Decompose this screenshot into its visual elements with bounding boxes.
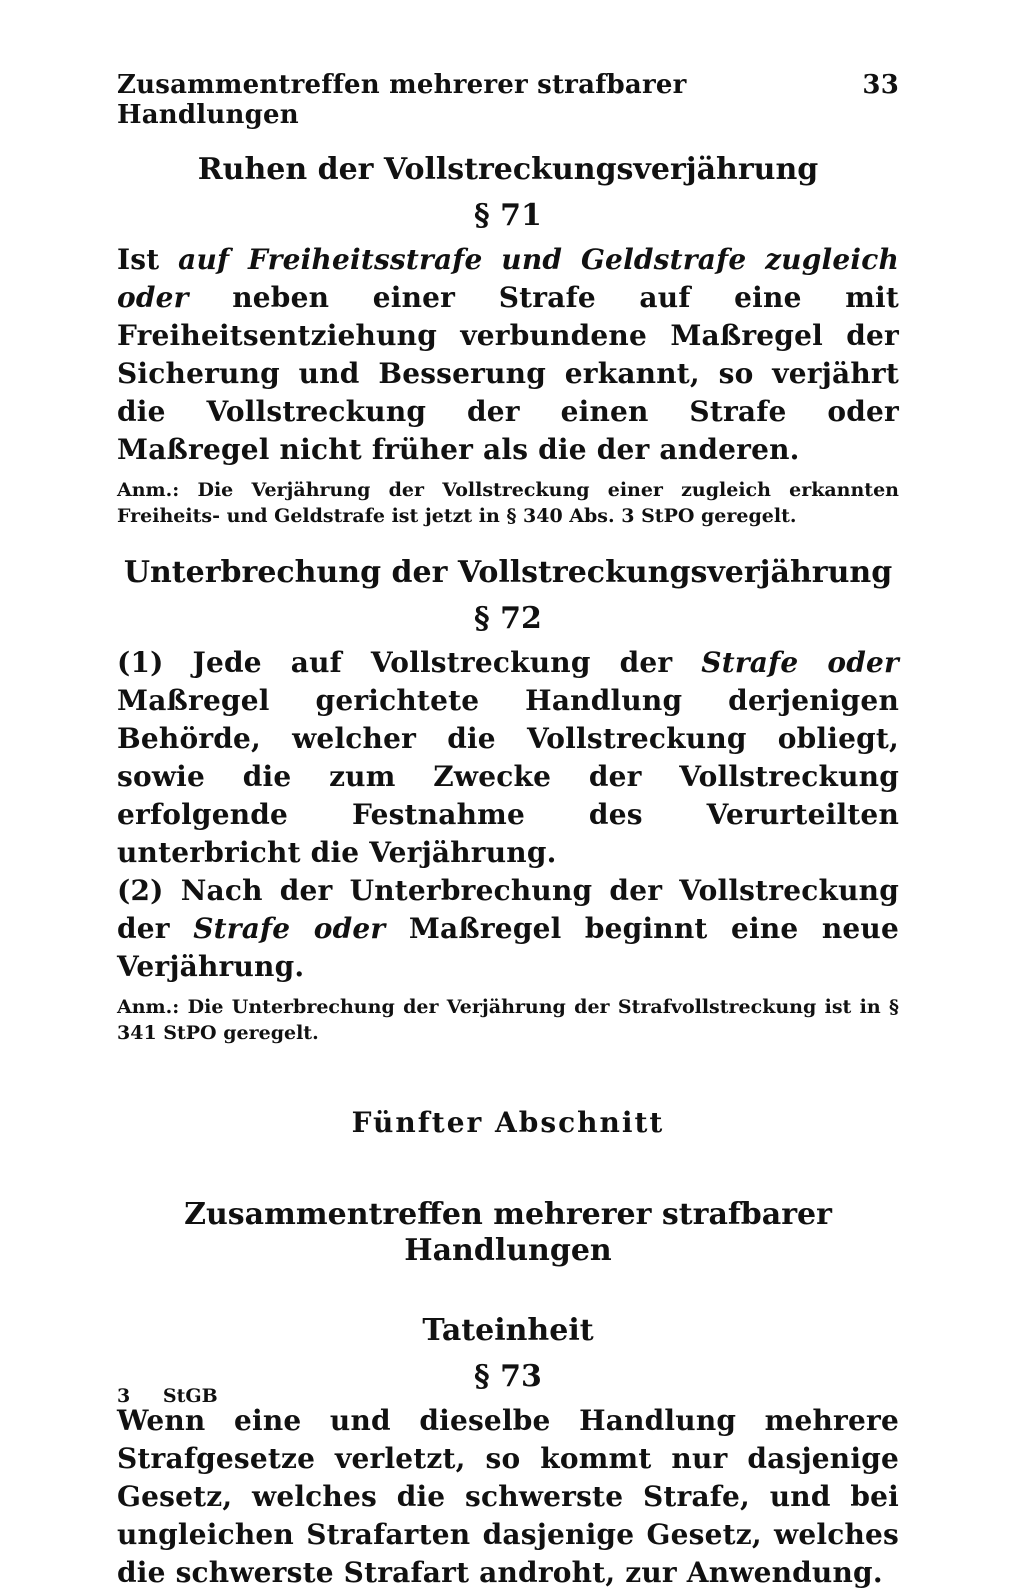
s72-p2-part-1: (2) Nach der Unterbrechung der Vollstreckung der [117, 874, 899, 945]
s71-text-part-3: neben einer Strafe auf eine mit Freiheitsentziehung verbundene Maßregel der Sicherung und Besserung erkannt, so verjährt die Vollstreckung der einen Strafe oder Maßregel nicht früher als die der anderen. [117, 281, 899, 466]
s72-paragraph-2 [117, 872, 899, 986]
s73-number: § 73 [474, 1359, 542, 1394]
page-content [117, 70, 899, 1592]
s72-number: § 72 [474, 601, 542, 636]
s71-heading: Ruhen der Vollstreckungsverjährung [197, 152, 819, 187]
s72-p1-part-1: (1) Jede auf Vollstreckung der [117, 646, 702, 679]
running-head-title: Zusammentreffen mehrerer strafbarer Handlungen [117, 70, 687, 130]
s71-note-label: Anm.: [117, 479, 180, 501]
section-title: Zusammentreffen mehrerer strafbarer Handlungen [184, 1197, 832, 1268]
s71-text-part-1: Ist [117, 243, 179, 276]
s71-note [117, 477, 899, 529]
running-head [117, 70, 899, 130]
page-footer [117, 1385, 244, 1407]
s72-p2-part-3: Maßregel beginnt eine neue Verjährung. [117, 912, 900, 983]
sheet-number: 3 [117, 1385, 131, 1407]
s72-note-label: Anm.: [117, 996, 180, 1018]
s73-heading: Tateinheit [422, 1313, 594, 1348]
s72-note-text: Die Unterbrechung der Verjährung der Strafvollstreckung ist in § 341 StPO geregelt. [117, 996, 899, 1044]
s71-note-text: Die Verjährung der Vollstreckung einer zugleich erkannten Freiheits- und Geldstrafe ist jetzt in § 340 Abs. 3 StPO geregelt. [117, 479, 899, 527]
s71-text-part-2: auf Freiheitsstrafe und Geldstrafe zugleich oder [117, 243, 900, 314]
s72-p2-part-2: Strafe oder [193, 912, 386, 945]
s72-p1-part-2: Strafe oder [701, 646, 899, 679]
s71-number: § 71 [474, 198, 542, 233]
s72-p1-part-3: Maßregel gerichtete Handlung derjenigen Behörde, welcher die Vollstreckung obliegt, sowie die zum Zwecke der Vollstreckung erfolgende Festnahme des Verurteilten unterbricht die Verjährung. [117, 684, 899, 869]
s72-paragraph-1 [117, 644, 899, 872]
s72-heading: Unterbrechung der Vollstreckungsverjährung [123, 555, 893, 590]
s73-text: Wenn eine und dieselbe Handlung mehrere Strafgesetze verletzt, so kommt nur dasjenige Gesetz, welches die schwerste Strafe, und bei ungleichen Strafarten dasjenige Gesetz, welches die schwerste Strafart androht, zur Anwendung. [117, 1404, 899, 1589]
s71-text [117, 241, 899, 469]
signature-mark: StGB [162, 1385, 218, 1407]
s72-note [117, 994, 899, 1046]
page-number: 33 [862, 70, 899, 100]
section-label: Fünfter Abschnitt [351, 1106, 665, 1139]
